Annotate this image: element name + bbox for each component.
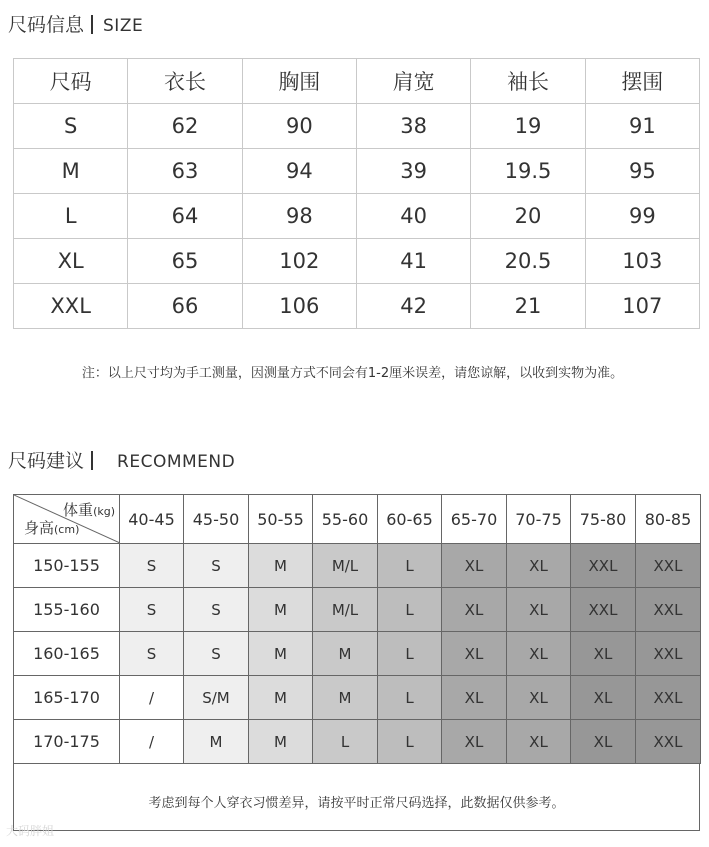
height-range-cell: 155-160	[14, 588, 120, 632]
size-cell: S	[184, 588, 249, 632]
size-cell: S	[184, 544, 249, 588]
table-cell: 20	[471, 194, 585, 239]
height-range-cell: 170-175	[14, 720, 120, 764]
table-cell: 62	[128, 104, 242, 149]
column-header: 尺码	[14, 59, 128, 104]
table-cell: 41	[356, 239, 470, 284]
size-table	[13, 58, 700, 329]
table-row	[14, 544, 701, 588]
size-cell: L	[378, 588, 442, 632]
size-section-heading	[8, 10, 143, 37]
column-header: 摆围	[585, 59, 699, 104]
table-header-row	[14, 495, 701, 544]
size-cell: XL	[507, 720, 571, 764]
table-cell: 106	[242, 284, 356, 329]
table-cell: 90	[242, 104, 356, 149]
size-cell: L	[378, 544, 442, 588]
table-row	[14, 149, 700, 194]
table-cell: 102	[242, 239, 356, 284]
size-cell: XL	[442, 676, 507, 720]
size-cell: M	[184, 720, 249, 764]
recommend-section-heading	[8, 446, 235, 473]
weight-header: 75-80	[571, 495, 636, 544]
table-row	[14, 239, 700, 284]
size-cell: XL	[442, 588, 507, 632]
size-cell: XL	[571, 720, 636, 764]
column-header: 肩宽	[356, 59, 470, 104]
weight-header: 60-65	[378, 495, 442, 544]
height-axis-label: 身高(cm)	[24, 519, 80, 537]
size-cell: XXL	[636, 676, 701, 720]
table-cell: 38	[356, 104, 470, 149]
weight-header: 80-85	[636, 495, 701, 544]
size-cell: XL	[507, 632, 571, 676]
heading-divider	[91, 15, 93, 34]
table-header-row	[14, 59, 700, 104]
size-title-en: SIZE	[103, 16, 144, 36]
weight-header: 70-75	[507, 495, 571, 544]
size-cell: XL	[507, 544, 571, 588]
size-cell: /	[120, 676, 184, 720]
size-cell: /	[120, 720, 184, 764]
table-cell: 103	[585, 239, 699, 284]
watermark: 大码胖姐	[6, 824, 55, 838]
size-cell: XL	[442, 720, 507, 764]
column-header: 衣长	[128, 59, 242, 104]
table-cell: 65	[128, 239, 242, 284]
size-cell: XL	[442, 632, 507, 676]
table-cell: 66	[128, 284, 242, 329]
weight-header: 65-70	[442, 495, 507, 544]
table-cell: 94	[242, 149, 356, 194]
height-range-cell: 165-170	[14, 676, 120, 720]
size-cell: XL	[507, 588, 571, 632]
size-cell: M/L	[313, 544, 378, 588]
table-cell: 40	[356, 194, 470, 239]
column-header: 胸围	[242, 59, 356, 104]
size-cell: M	[249, 720, 313, 764]
table-cell: 63	[128, 149, 242, 194]
size-cell: XL	[507, 676, 571, 720]
table-cell: S	[14, 104, 128, 149]
recommend-note: 考虑到每个人穿衣习惯差异，请按平时正常尺码选择，此数据仅供参考。	[148, 796, 565, 811]
recommend-title-cn: 尺码建议	[8, 450, 85, 472]
weight-header: 55-60	[313, 495, 378, 544]
weight-header: 50-55	[249, 495, 313, 544]
size-cell: L	[313, 720, 378, 764]
table-corner-header	[14, 495, 120, 544]
size-cell: XXL	[571, 544, 636, 588]
size-note: 注：以上尺寸均为手工测量，因测量方式不同会有1-2厘米误差，请您谅解，以收到实物为准。	[81, 366, 624, 381]
recommend-table	[13, 494, 701, 764]
size-cell: S	[120, 544, 184, 588]
weight-axis-label: 体重(kg)	[63, 501, 115, 519]
size-cell: L	[378, 720, 442, 764]
size-cell: XL	[442, 544, 507, 588]
table-row	[14, 632, 701, 676]
size-cell: XXL	[636, 544, 701, 588]
size-cell: XXL	[636, 720, 701, 764]
size-cell: XXL	[636, 588, 701, 632]
table-cell: XXL	[14, 284, 128, 329]
table-row	[14, 588, 701, 632]
heading-divider	[91, 451, 93, 470]
size-cell: XXL	[571, 588, 636, 632]
table-row	[14, 676, 701, 720]
table-cell: 19.5	[471, 149, 585, 194]
table-cell: 107	[585, 284, 699, 329]
table-row	[14, 194, 700, 239]
table-cell: M	[14, 149, 128, 194]
size-cell: S/M	[184, 676, 249, 720]
table-cell: 99	[585, 194, 699, 239]
table-cell: 20.5	[471, 239, 585, 284]
table-cell: 98	[242, 194, 356, 239]
table-cell: 42	[356, 284, 470, 329]
size-cell: S	[120, 632, 184, 676]
size-cell: M	[249, 544, 313, 588]
size-cell: XXL	[636, 632, 701, 676]
size-cell: XL	[571, 632, 636, 676]
table-cell: 64	[128, 194, 242, 239]
table-cell: 95	[585, 149, 699, 194]
recommend-footer	[13, 764, 700, 831]
size-cell: L	[378, 632, 442, 676]
height-range-cell: 160-165	[14, 632, 120, 676]
size-cell: M	[249, 676, 313, 720]
size-title-cn: 尺码信息	[8, 14, 85, 36]
table-row	[14, 104, 700, 149]
weight-header: 40-45	[120, 495, 184, 544]
size-cell: XL	[571, 676, 636, 720]
column-header: 袖长	[471, 59, 585, 104]
table-cell: 39	[356, 149, 470, 194]
table-row	[14, 284, 700, 329]
size-cell: M/L	[313, 588, 378, 632]
table-cell: 19	[471, 104, 585, 149]
height-range-cell: 150-155	[14, 544, 120, 588]
size-cell: S	[184, 632, 249, 676]
size-cell: M	[313, 632, 378, 676]
recommend-title-en: RECOMMEND	[117, 452, 236, 472]
table-cell: 21	[471, 284, 585, 329]
table-row	[14, 720, 701, 764]
table-cell: 91	[585, 104, 699, 149]
table-cell: XL	[14, 239, 128, 284]
table-cell: L	[14, 194, 128, 239]
size-cell: M	[249, 632, 313, 676]
weight-header: 45-50	[184, 495, 249, 544]
size-cell: M	[249, 588, 313, 632]
size-cell: L	[378, 676, 442, 720]
size-cell: S	[120, 588, 184, 632]
size-cell: M	[313, 676, 378, 720]
